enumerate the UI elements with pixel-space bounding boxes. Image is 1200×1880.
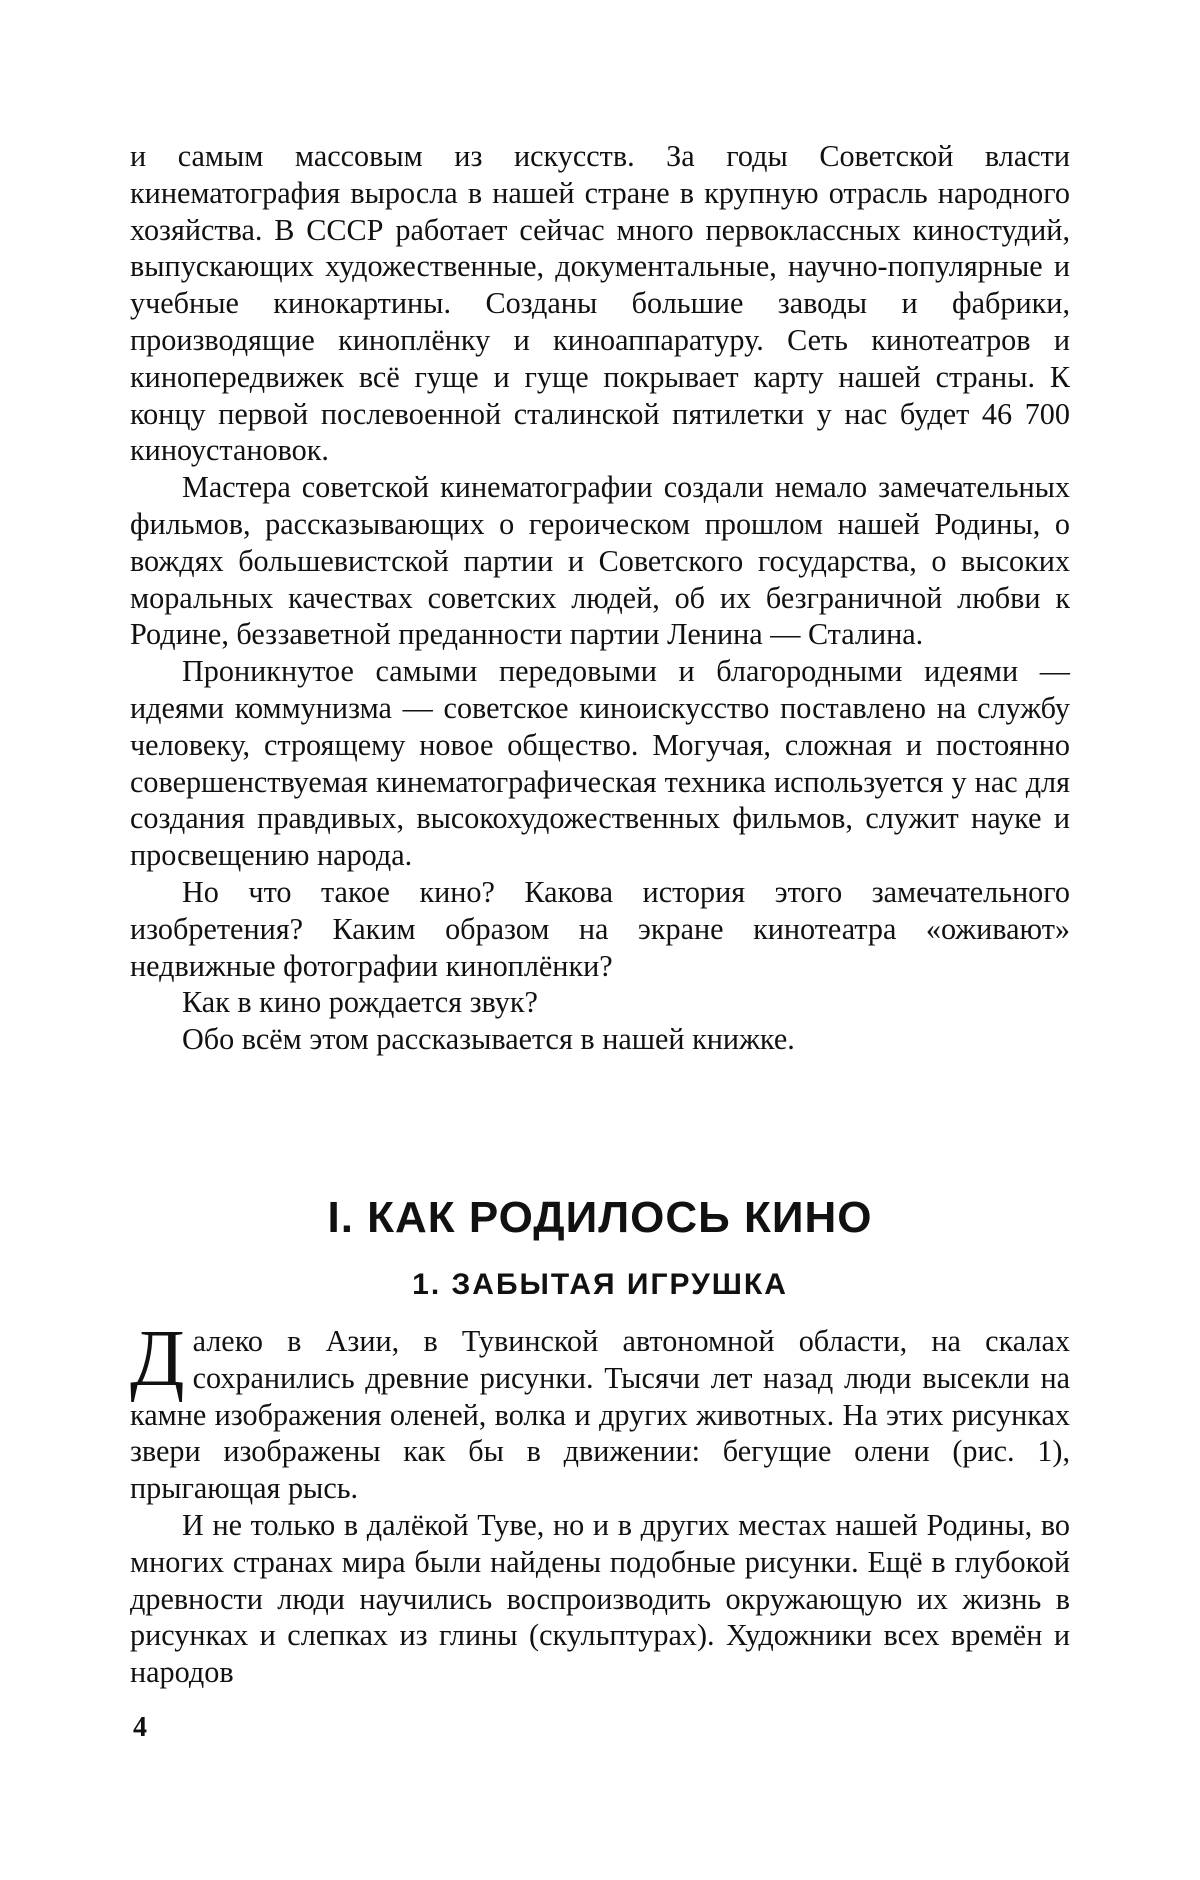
paragraph-text: алеко в Азии, в Тувинской автономной области, на скалах сохранились древние рисунки. Тысячи лет назад люди высекли на камне изображения оленей, волка и других животных. На этих рисунках звери изображены как бы в движении: бегущие олени (рис. 1), прыгающая рысь. bbox=[130, 1324, 1070, 1506]
paragraph: Мастера советской кинематографии создали немало замечательных фильмов, рассказывающих о героическом прошлом нашей Родины, о вождях большевистской партии и Советского государства, о высоких моральных качествах советских людей, об их безграничной любви к Родине, беззаветной преданности партии Ленина — Сталина. bbox=[130, 470, 1070, 652]
page-number: 4 bbox=[133, 1712, 147, 1743]
paragraph: Но что такое кино? Какова история этого замечательного изобретения? Каким образом на экране кинотеатра «оживают» недвижные фотографии киноплёнки? bbox=[130, 874, 1070, 983]
drop-cap: Д bbox=[130, 1315, 185, 1403]
paragraph: И не только в далёкой Туве, но и в других местах нашей Родины, во многих странах мира были найдены подобные рисунки. Ещё в глубокой древности люди научились воспроизводить окружающую их жизнь в рисунках и слепках из глины (скульптурах). Художники всех времён и народов bbox=[130, 1507, 1070, 1690]
paragraph bbox=[130, 1315, 1070, 1507]
section-text bbox=[130, 1315, 1070, 1691]
paragraph: Как в кино рождается звук? bbox=[182, 985, 538, 1020]
intro-text bbox=[130, 138, 1070, 1058]
section-title: 1. ЗАБЫТАЯ ИГРУШКА bbox=[412, 1268, 788, 1301]
paragraph: Проникнутое самыми передовыми и благородными идеями — идеями коммунизма — советское киноискусство поставлено на службу человеку, строящему новое общество. Могучая, сложная и постоянно совершенствуемая кинематографическая техника используется у нас для создания правдивых, высокохудожественных фильмов, служит науке и просвещению народа. bbox=[130, 654, 1070, 873]
paragraph: и самым массовым из искусств. За годы Советской власти кинематография выросла в нашей стране в крупную отрасль народного хозяйства. В СССР работает сейчас много первоклассных киностудий, выпускающих художественные, документальные, научно-популярные и учебные кинокартины. Созданы большие заводы и фабрики, производящие киноплёнку и киноаппаратуру. Сеть кинотеатров и кинопередвижек всё гуще и гуще покрывает карту нашей страны. К концу первой послевоенной сталинской пятилетки у нас будет 46 700 киноустановок. bbox=[130, 139, 1070, 468]
chapter-title: I. КАК РОДИЛОСЬ КИНО bbox=[327, 1193, 873, 1242]
paragraph: Обо всём этом рассказывается в нашей книжке. bbox=[182, 1022, 795, 1057]
